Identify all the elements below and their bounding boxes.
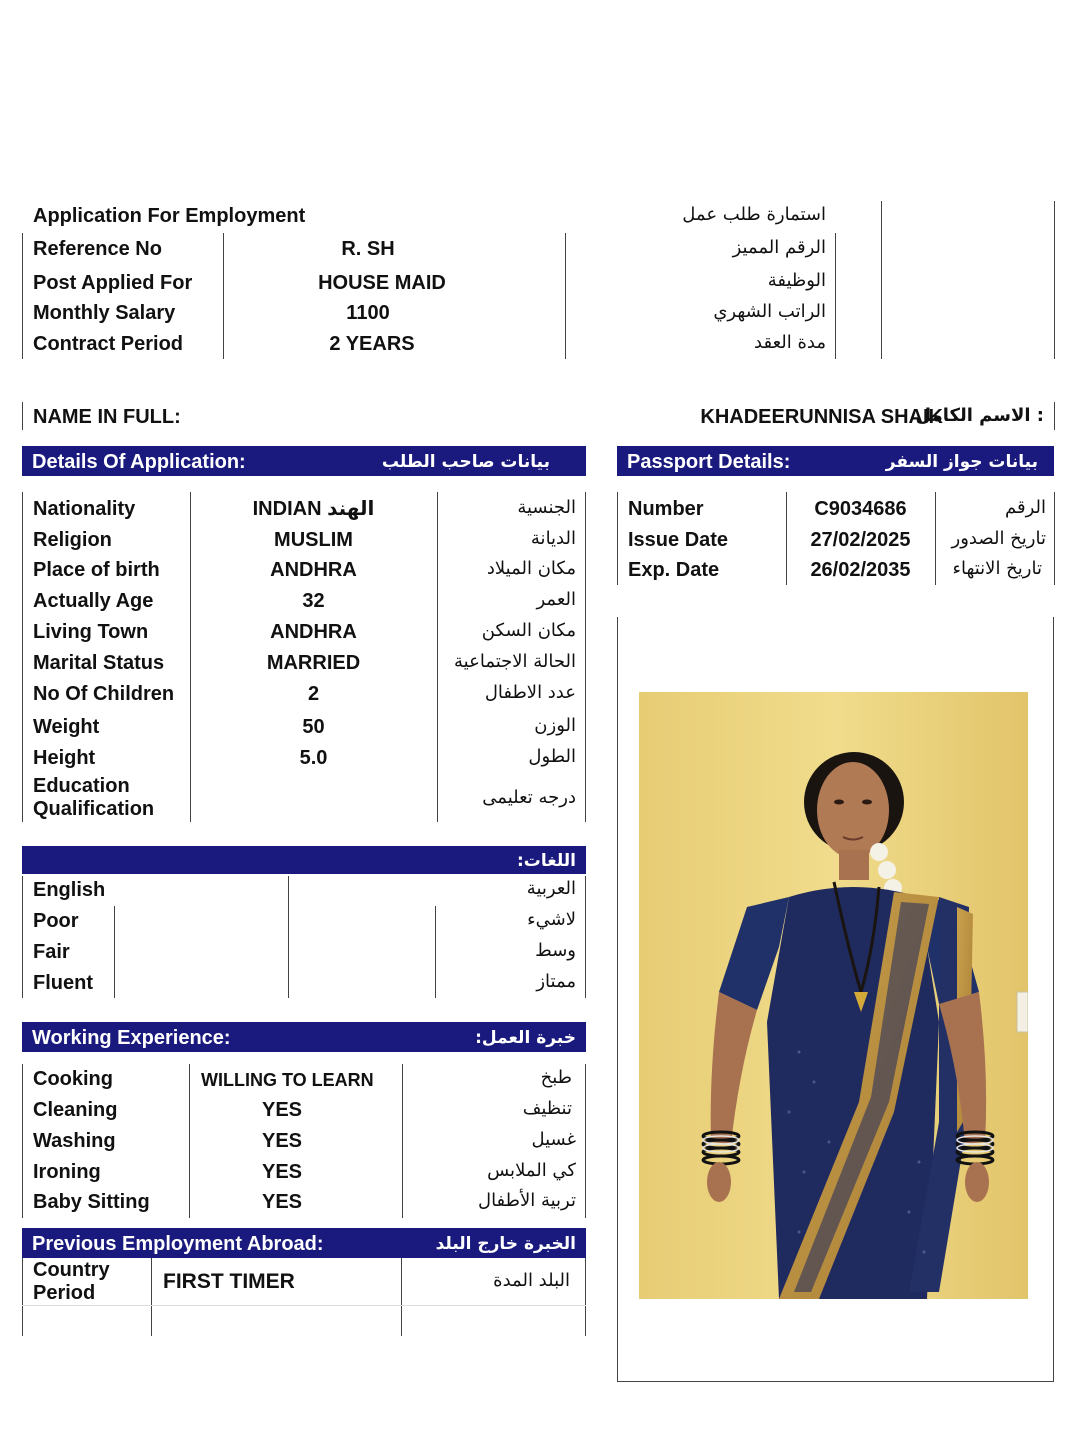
religion-label: Religion — [33, 529, 112, 551]
birthplace-label: Place of birth — [33, 559, 160, 581]
previous-label-2: Period — [33, 1282, 96, 1304]
post-value: HOUSE MAID — [318, 272, 446, 294]
issue-date-label-ar: تاريخ الصدور — [951, 528, 1046, 549]
passport-number-label: Number — [628, 498, 704, 520]
religion-value: MUSLIM — [274, 529, 353, 551]
cleaning-label-ar: تنظيف — [522, 1098, 572, 1119]
passport-title-ar: بيانات جواز السفر — [885, 452, 1038, 472]
children-value: 2 — [307, 683, 320, 705]
previous-label-ar: البلد المدة — [493, 1270, 570, 1291]
languages-title-ar: اللغات: — [516, 851, 576, 871]
previous-value: FIRST TIMER — [163, 1270, 295, 1293]
photo-illustration — [639, 692, 1028, 1299]
ref-label-ar: الرقم المميز — [732, 237, 826, 258]
previous-label-1: Country — [33, 1259, 110, 1281]
marital-label-ar: الحالة الاجتماعية — [454, 651, 576, 672]
application-bar — [22, 446, 586, 476]
post-label-ar: الوظيفة — [767, 270, 826, 291]
nationality-value: INDIAN الهند — [252, 498, 375, 520]
previous-title: Previous Employment Abroad: — [32, 1233, 324, 1255]
passport-number: C9034686 — [814, 498, 907, 520]
town-label: Living Town — [33, 621, 149, 643]
application-title-ar: بيانات صاحب الطلب — [381, 452, 550, 472]
ironing-value: YES — [261, 1161, 303, 1183]
ref-value: R. SH — [341, 238, 395, 260]
lang-english-label: English — [33, 879, 106, 901]
lang-fluent-label: Fluent — [33, 972, 93, 994]
contract-value: 2 YEARS — [329, 333, 415, 355]
passport-bar — [617, 446, 1054, 476]
marital-value: MARRIED — [266, 652, 361, 674]
applicant-photo — [639, 692, 1028, 1299]
height-value: 5.0 — [299, 747, 328, 769]
birthplace-value: ANDHRA — [270, 559, 357, 581]
contract-label: Contract Period — [33, 333, 184, 355]
education-label-ar: درجه تعليمى — [482, 787, 576, 808]
cleaning-value: YES — [261, 1099, 303, 1121]
issue-date: 27/02/2025 — [810, 529, 911, 551]
religion-label-ar: الديانة — [530, 528, 576, 549]
lang-fluent-label-ar: ممتاز — [536, 971, 576, 992]
town-value: ANDHRA — [270, 621, 357, 643]
exp-date-label: Exp. Date — [628, 559, 720, 581]
nationality-label: Nationality — [33, 498, 136, 520]
cooking-label: Cooking — [33, 1068, 113, 1090]
languages-bar — [22, 846, 586, 874]
name-label-ar: : الاسم الكامل — [915, 405, 1044, 426]
birthplace-label-ar: مكان الميلاد — [486, 558, 576, 579]
lang-poor-label-ar: لاشيء — [527, 909, 576, 930]
previous-bar — [22, 1228, 586, 1258]
children-label-ar: عدد الاطفال — [484, 682, 576, 703]
weight-value: 50 — [302, 716, 325, 738]
previous-title-ar: الخبرة خارج البلد — [435, 1234, 576, 1254]
header-title-ar: استمارة طلب عمل — [682, 204, 826, 225]
lang-arabic-label: العربية — [526, 878, 576, 899]
washing-value: YES — [261, 1130, 303, 1152]
age-label-ar: العمر — [536, 589, 576, 610]
contract-label-ar: مدة العقد — [754, 332, 826, 353]
washing-label-ar: غسيل — [531, 1129, 576, 1150]
height-label: Height — [33, 747, 96, 769]
washing-label: Washing — [33, 1130, 116, 1152]
weight-label-ar: الوزن — [534, 715, 576, 736]
salary-value: 1100 — [346, 302, 390, 324]
babysitting-value: YES — [261, 1191, 303, 1213]
age-value: 32 — [302, 590, 325, 612]
education-label-1: Education — [33, 775, 130, 797]
children-label: No Of Children — [33, 683, 175, 705]
cooking-label-ar: طبخ — [540, 1067, 572, 1088]
experience-title: Working Experience: — [32, 1027, 231, 1049]
salary-label-ar: الراتب الشهري — [713, 301, 826, 322]
babysitting-label: Baby Sitting — [33, 1191, 150, 1213]
babysitting-label-ar: تربية الأطفال — [477, 1190, 576, 1211]
height-label-ar: الطول — [528, 746, 576, 767]
marital-label: Marital Status — [33, 652, 165, 674]
passport-title: Passport Details: — [627, 451, 791, 473]
application-title: Details Of Application: — [32, 451, 246, 473]
nationality-label-ar: الجنسية — [517, 497, 576, 518]
issue-date-label: Issue Date — [628, 529, 729, 551]
cleaning-label: Cleaning — [33, 1099, 118, 1121]
experience-title-ar: خبرة العمل: — [475, 1028, 576, 1048]
weight-label: Weight — [33, 716, 100, 738]
header-title-en: Application For Employment — [33, 205, 306, 227]
education-label-2: Qualification — [33, 798, 155, 820]
exp-date-label-ar: تاريخ الانتهاء — [952, 558, 1042, 579]
lang-fair-label-ar: وسط — [535, 940, 576, 961]
age-label: Actually Age — [33, 590, 154, 612]
post-label: Post Applied For — [33, 272, 193, 294]
cooking-value: WILLING TO LEARN — [201, 1070, 374, 1090]
salary-label: Monthly Salary — [33, 302, 176, 324]
passport-number-label-ar: الرقم — [1004, 497, 1046, 518]
experience-bar — [22, 1022, 586, 1052]
name-label: NAME IN FULL: — [33, 406, 181, 428]
town-label-ar: مكان السكن — [481, 620, 576, 641]
exp-date: 26/02/2035 — [810, 559, 911, 581]
lang-fair-label: Fair — [33, 941, 70, 963]
ironing-label: Ironing — [33, 1161, 101, 1183]
full-name: KHADEERUNNISA SHAIK — [700, 406, 943, 428]
ironing-label-ar: كي الملابس — [487, 1160, 576, 1181]
lang-poor-label: Poor — [33, 910, 79, 932]
ref-label: Reference No — [33, 238, 162, 260]
